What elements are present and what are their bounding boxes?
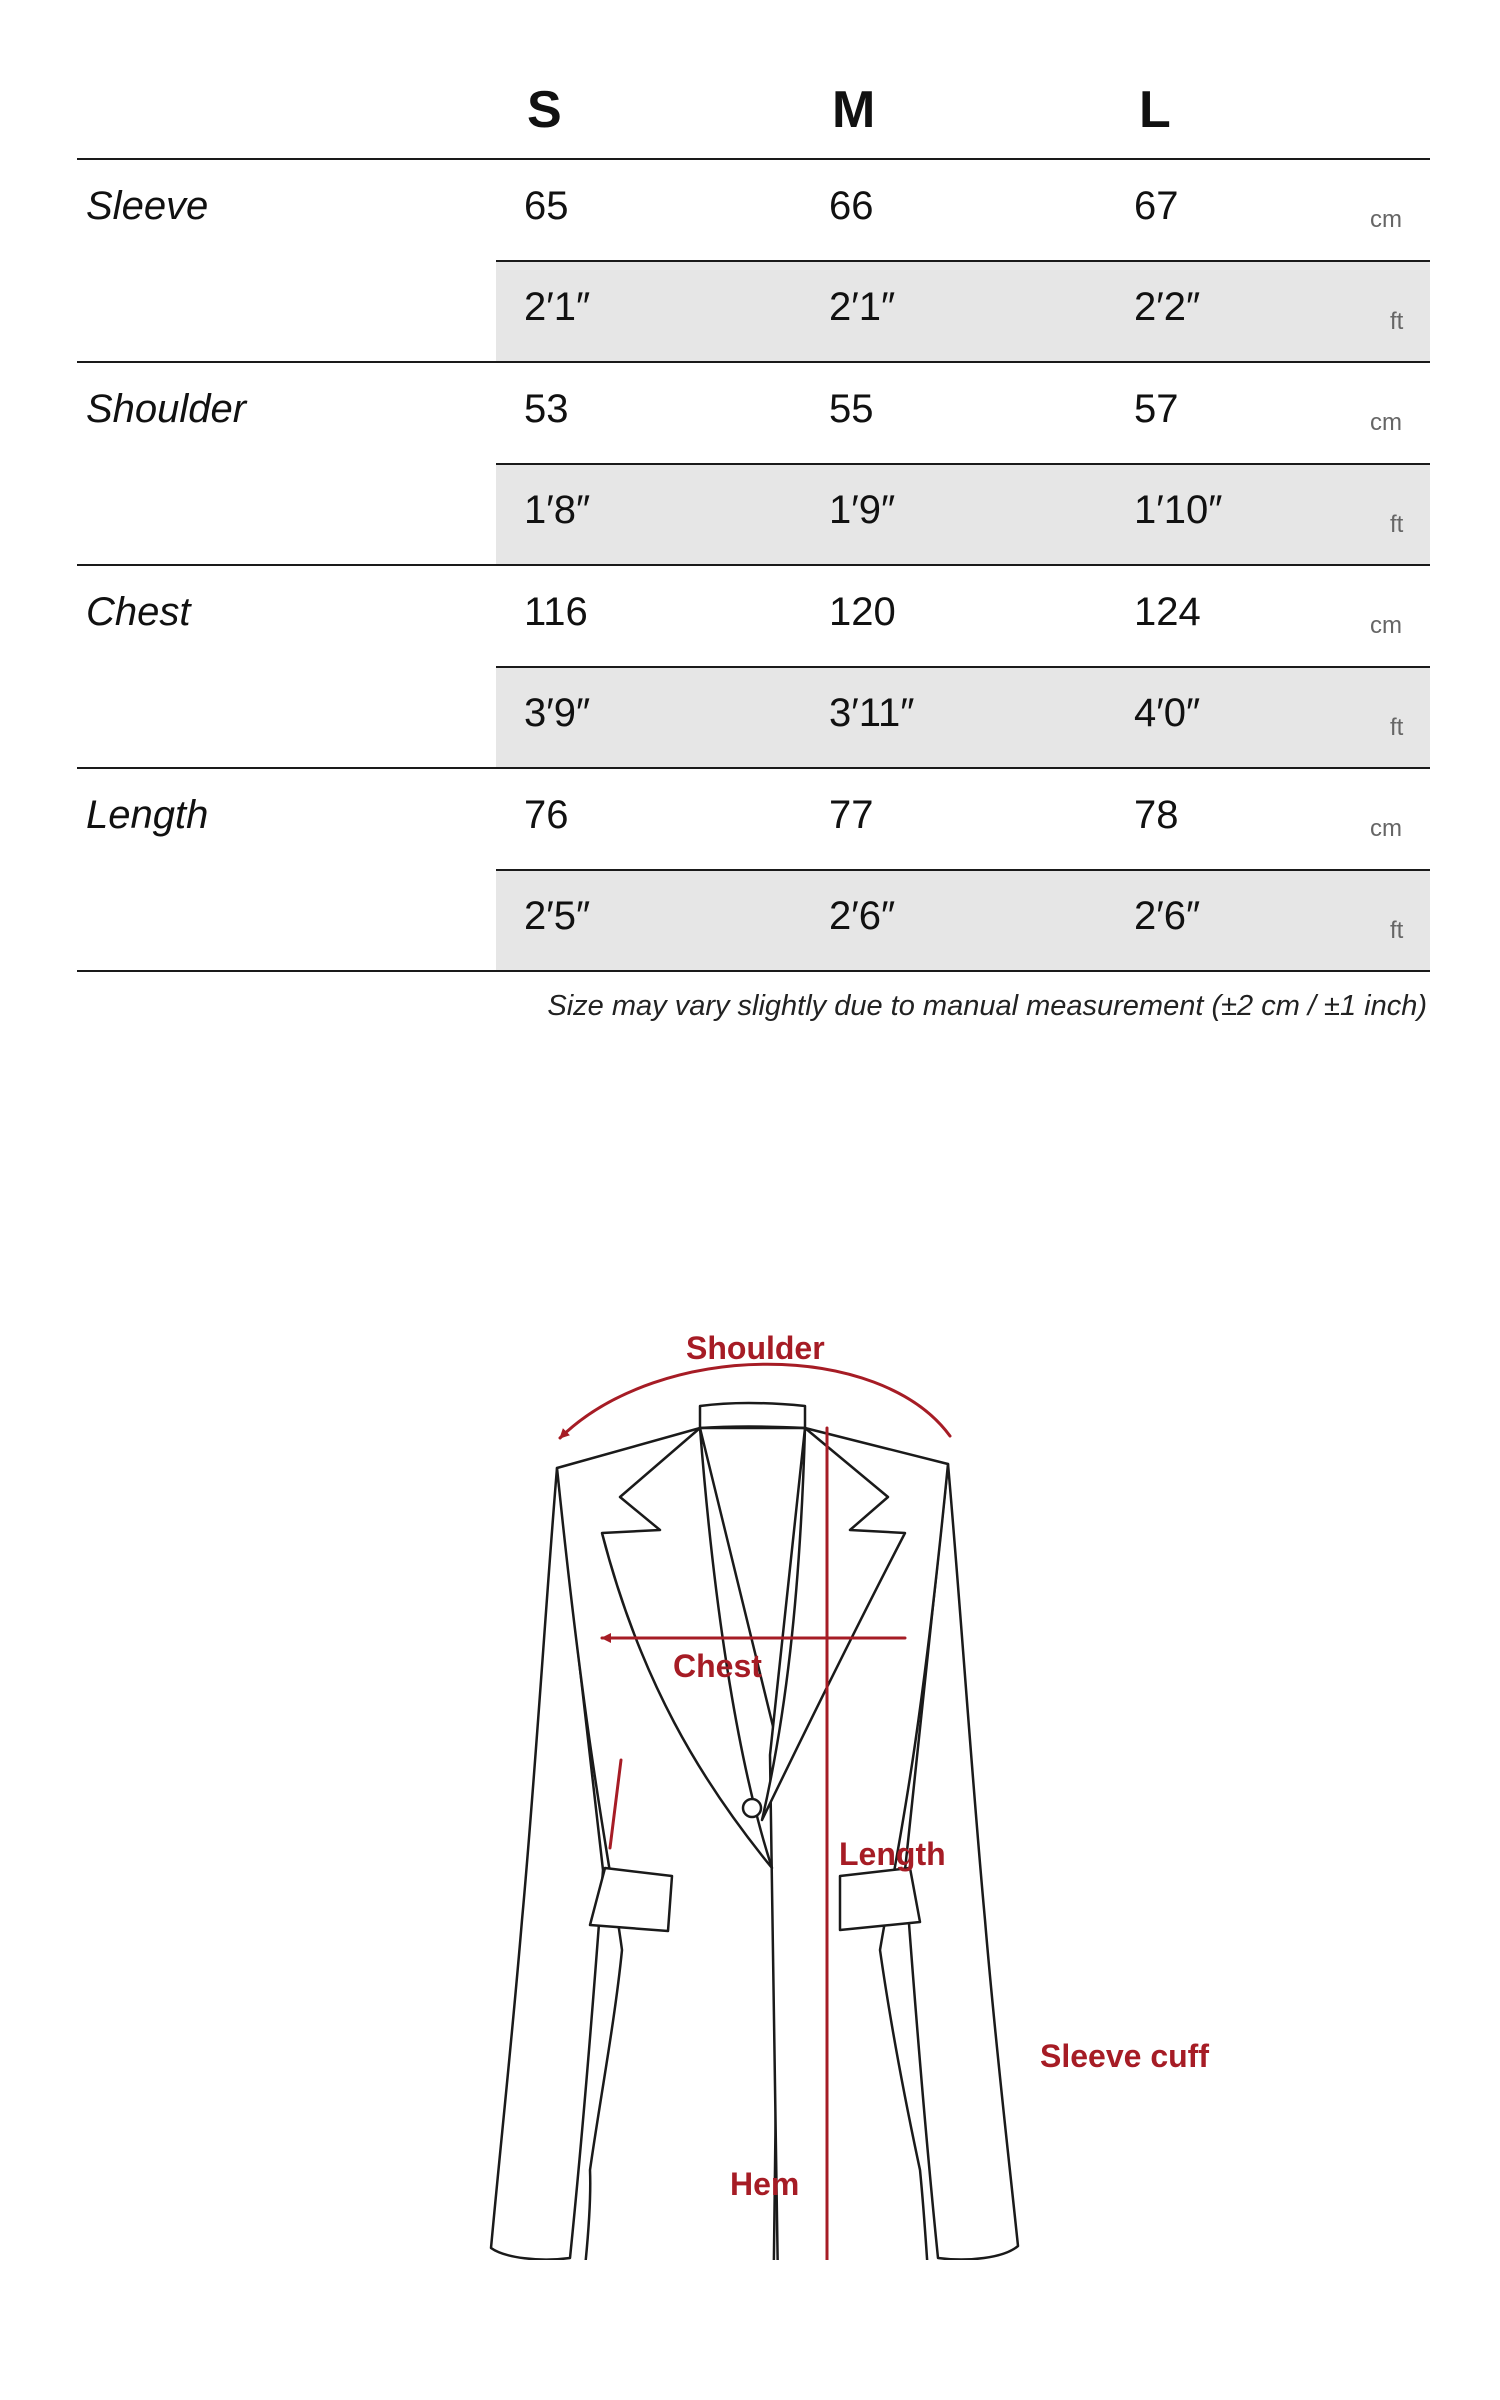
value-ft: 4′0″ [1134, 691, 1201, 735]
unit-ft: ft [1390, 511, 1404, 538]
size-header-m: M [832, 81, 876, 139]
ft-row-band [496, 262, 1430, 361]
value-ft: 2′2″ [1134, 285, 1201, 329]
value-ft: 1′9″ [829, 488, 896, 532]
value-ft: 3′9″ [524, 691, 591, 735]
table-rule [77, 361, 1430, 363]
size-header-s: S [527, 81, 562, 139]
table-rule [496, 260, 1430, 262]
unit-cm: cm [1370, 815, 1402, 842]
ft-row-band [496, 465, 1430, 564]
value-ft: 2′6″ [829, 894, 896, 938]
label-length: Length [839, 1836, 946, 1872]
label-sleeve-cuff: Sleeve cuff [1040, 2038, 1209, 2074]
table-rule [496, 666, 1430, 668]
value-ft: 2′1″ [524, 285, 591, 329]
table-rule [77, 158, 1430, 160]
value-cm: 124 [1134, 590, 1201, 634]
value-cm: 77 [829, 793, 874, 837]
jacket-button [743, 1799, 761, 1817]
size-table [0, 0, 1500, 1060]
ft-row-band [496, 668, 1430, 767]
pocket-right [840, 1868, 920, 1930]
value-ft: 3′11″ [829, 691, 915, 735]
table-rule [77, 970, 1430, 972]
measurement-label-length: Length [86, 793, 209, 837]
value-cm: 67 [1134, 184, 1179, 228]
measurement-label-shoulder: Shoulder [86, 387, 247, 431]
unit-ft: ft [1390, 714, 1404, 741]
value-ft: 1′8″ [524, 488, 591, 532]
value-ft: 2′5″ [524, 894, 591, 938]
label-hem: Hem [730, 2166, 800, 2202]
value-ft: 2′6″ [1134, 894, 1201, 938]
unit-ft: ft [1390, 917, 1404, 944]
unit-cm: cm [1370, 409, 1402, 436]
value-cm: 57 [1134, 387, 1179, 431]
blazer-diagram [0, 1300, 1500, 2260]
value-ft: 1′10″ [1134, 488, 1223, 532]
value-cm: 66 [829, 184, 874, 228]
value-cm: 55 [829, 387, 874, 431]
unit-cm: cm [1370, 206, 1402, 233]
ft-row-band [496, 871, 1430, 970]
table-rule [496, 463, 1430, 465]
value-cm: 76 [524, 793, 569, 837]
value-cm: 53 [524, 387, 569, 431]
unit-cm: cm [1370, 612, 1402, 639]
label-chest: Chest [673, 1648, 762, 1684]
measurement-label-chest: Chest [86, 590, 191, 634]
table-rule [77, 564, 1430, 566]
pocket-left [590, 1868, 672, 1931]
table-rule [77, 767, 1430, 769]
blazer-drawing [0, 1300, 1500, 2260]
unit-ft: ft [1390, 308, 1404, 335]
value-cm: 65 [524, 184, 569, 228]
value-cm: 116 [524, 590, 588, 634]
value-cm: 78 [1134, 793, 1179, 837]
measurement-label-sleeve: Sleeve [86, 184, 209, 228]
label-shoulder: Shoulder [686, 1330, 825, 1366]
table-rule [496, 869, 1430, 871]
value-cm: 120 [829, 590, 896, 634]
size-header-l: L [1139, 81, 1171, 139]
measurement-note: Size may vary slightly due to manual measurement (±2 cm / ±1 inch) [547, 990, 1427, 1022]
value-ft: 2′1″ [829, 285, 896, 329]
collar [700, 1403, 805, 1428]
